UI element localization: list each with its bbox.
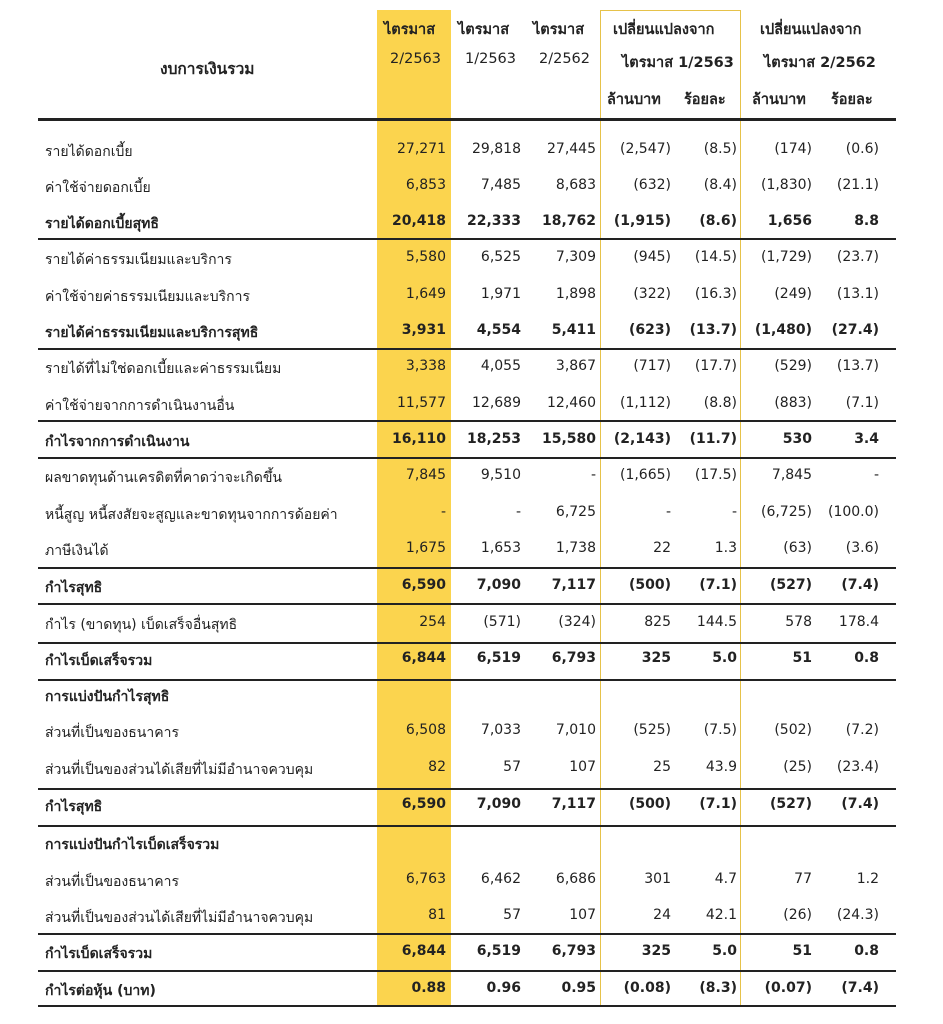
cell-chg1-amount: (2,143) bbox=[613, 431, 671, 447]
cell-chg2-pct: 1.2 bbox=[856, 871, 879, 887]
row-label: ผลขาดทุนด้านเครดิตที่คาดว่าจะเกิดขึ้น bbox=[45, 470, 282, 486]
cell-q2-2562: 107 bbox=[569, 907, 596, 923]
cell-q1-2563: (571) bbox=[483, 614, 521, 630]
cell-chg2-amount: (63) bbox=[783, 540, 812, 556]
row-label: กำไรเบ็ดเสร็จรวม bbox=[45, 653, 153, 669]
cell-q2-2562: 1,898 bbox=[555, 286, 596, 302]
cell-q2-2563: 254 bbox=[419, 614, 446, 630]
cell-q1-2563: 22,333 bbox=[466, 213, 521, 229]
cell-chg2-amount: (1,830) bbox=[760, 177, 812, 193]
cell-q1-2563: 12,689 bbox=[472, 395, 521, 411]
cell-chg2-amount: (26) bbox=[783, 907, 812, 923]
cell-q2-2563: 20,418 bbox=[391, 213, 446, 229]
row-label: รายได้ดอกเบี้ยสุทธิ bbox=[45, 216, 159, 232]
cell-chg1-pct: (14.5) bbox=[694, 249, 737, 265]
cell-q2-2563: 1,649 bbox=[405, 286, 446, 302]
row-label: ภาษีเงินได้ bbox=[45, 543, 109, 559]
cell-chg2-pct: (7.4) bbox=[841, 980, 879, 996]
cell-chg2-amount: (883) bbox=[774, 395, 812, 411]
row-label: รายได้ที่ไม่ใช่ดอกเบี้ยและค่าธรรมเนียม bbox=[45, 361, 282, 377]
cell-chg2-pct: - bbox=[873, 467, 879, 483]
cell-chg1-amount: (500) bbox=[628, 577, 671, 593]
row-label: รายได้ค่าธรรมเนียมและบริการ bbox=[45, 252, 232, 268]
cell-q1-2563: 57 bbox=[503, 907, 521, 923]
cell-chg2-pct: (7.1) bbox=[845, 395, 879, 411]
cell-q1-2563: 9,510 bbox=[480, 467, 521, 483]
cell-q2-2563: 3,338 bbox=[405, 358, 446, 374]
row-label: การแบ่งปันกำไรสุทธิ bbox=[45, 689, 170, 705]
cell-q1-2563: 29,818 bbox=[472, 141, 521, 157]
cell-chg2-amount: (1,480) bbox=[754, 322, 812, 338]
cell-chg2-pct: (13.1) bbox=[836, 286, 879, 302]
cell-q2-2563: 5,580 bbox=[405, 249, 446, 265]
row-label: กำไรต่อหุ้น (บาท) bbox=[45, 983, 156, 999]
cell-chg1-amount: (717) bbox=[633, 358, 671, 374]
cell-q2-2562: 7,309 bbox=[555, 249, 596, 265]
col-head-q2-2563-top: ไตรมาส bbox=[384, 22, 436, 38]
cell-chg1-pct: (7.1) bbox=[699, 796, 737, 812]
cell-chg2-amount: (527) bbox=[769, 577, 812, 593]
cell-chg2-pct: (21.1) bbox=[836, 177, 879, 193]
chg1-pct: ร้อยละ bbox=[684, 92, 726, 108]
cell-q2-2562: 0.95 bbox=[561, 980, 596, 996]
cell-q2-2562: 107 bbox=[569, 759, 596, 775]
chg1-head-top: เปลี่ยนแปลงจาก bbox=[613, 22, 715, 38]
cell-chg2-amount: 7,845 bbox=[771, 467, 812, 483]
row-label: ส่วนที่เป็นของส่วนได้เสียที่ไม่มีอำนาจควบคุม bbox=[45, 910, 314, 926]
cell-q2-2563: 7,845 bbox=[405, 467, 446, 483]
cell-q1-2563: 6,525 bbox=[480, 249, 521, 265]
cell-q1-2563: 7,485 bbox=[480, 177, 521, 193]
cell-chg1-pct: 144.5 bbox=[696, 614, 737, 630]
cell-chg1-amount: (1,665) bbox=[619, 467, 671, 483]
cell-q1-2563: 6,462 bbox=[480, 871, 521, 887]
cell-chg1-amount: (525) bbox=[633, 722, 671, 738]
cell-chg1-pct: (16.3) bbox=[694, 286, 737, 302]
row-label: กำไรสุทธิ bbox=[45, 580, 103, 596]
cell-chg2-pct: (7.2) bbox=[845, 722, 879, 738]
col-head-q2-2562-top: ไตรมาส bbox=[533, 22, 585, 38]
cell-chg2-pct: 178.4 bbox=[838, 614, 879, 630]
cell-chg2-pct: (7.4) bbox=[841, 796, 879, 812]
cell-chg2-pct: (24.3) bbox=[836, 907, 879, 923]
chg2-pct: ร้อยละ bbox=[831, 92, 873, 108]
cell-q2-2562: 7,010 bbox=[555, 722, 596, 738]
cell-chg1-pct: 42.1 bbox=[705, 907, 737, 923]
cell-q2-2563: 81 bbox=[428, 907, 446, 923]
cell-q2-2563: 6,844 bbox=[401, 943, 446, 959]
cell-q2-2563: 16,110 bbox=[391, 431, 446, 447]
cell-chg2-pct: (100.0) bbox=[827, 504, 879, 520]
cell-chg1-amount: (500) bbox=[628, 796, 671, 812]
cell-chg2-amount: 77 bbox=[794, 871, 812, 887]
cell-chg1-pct: (8.6) bbox=[699, 213, 737, 229]
chg2-head-top: เปลี่ยนแปลงจาก bbox=[760, 22, 862, 38]
cell-chg1-amount: 825 bbox=[644, 614, 671, 630]
cell-chg2-pct: (27.4) bbox=[831, 322, 879, 338]
cell-chg1-pct: 43.9 bbox=[705, 759, 737, 775]
cell-chg2-pct: (3.6) bbox=[845, 540, 879, 556]
cell-q1-2563: 4,554 bbox=[476, 322, 521, 338]
cell-q2-2562: 1,738 bbox=[555, 540, 596, 556]
cell-chg2-amount: (6,725) bbox=[760, 504, 812, 520]
cell-q2-2563: 6,590 bbox=[401, 577, 446, 593]
row-label: กำไรสุทธิ bbox=[45, 799, 103, 815]
cell-chg2-amount: (527) bbox=[769, 796, 812, 812]
cell-chg1-amount: (1,915) bbox=[613, 213, 671, 229]
cell-chg2-amount: (249) bbox=[774, 286, 812, 302]
cell-chg1-amount: (2,547) bbox=[619, 141, 671, 157]
col-head-q2-2562-bottom: 2/2562 bbox=[539, 51, 591, 67]
cell-chg1-amount: 24 bbox=[653, 907, 671, 923]
chg1-unit: ล้านบาท bbox=[607, 92, 661, 108]
cell-chg2-amount: (174) bbox=[774, 141, 812, 157]
cell-chg1-amount: (0.08) bbox=[623, 980, 671, 996]
row-label: การแบ่งปันกำไรเบ็ดเสร็จรวม bbox=[45, 837, 220, 853]
cell-q2-2563: 11,577 bbox=[397, 395, 446, 411]
cell-chg1-pct: - bbox=[731, 504, 737, 520]
cell-chg2-amount: 51 bbox=[792, 650, 812, 666]
cell-q2-2562: 5,411 bbox=[551, 322, 596, 338]
col-head-q2-2563-bottom: 2/2563 bbox=[390, 51, 442, 67]
cell-q2-2563: 27,271 bbox=[397, 141, 446, 157]
cell-chg1-pct: 4.7 bbox=[714, 871, 737, 887]
cell-chg1-pct: 5.0 bbox=[712, 650, 737, 666]
cell-chg2-pct: 8.8 bbox=[854, 213, 879, 229]
cell-chg1-amount: (623) bbox=[628, 322, 671, 338]
cell-chg1-amount: (632) bbox=[633, 177, 671, 193]
cell-q1-2563: - bbox=[515, 504, 521, 520]
cell-chg2-pct: 0.8 bbox=[854, 943, 879, 959]
row-label: ค่าใช้จ่ายค่าธรรมเนียมและบริการ bbox=[45, 289, 251, 305]
cell-chg2-amount: 51 bbox=[792, 943, 812, 959]
cell-chg2-pct: (7.4) bbox=[841, 577, 879, 593]
cell-chg2-amount: (25) bbox=[783, 759, 812, 775]
col-head-q1-2563-bottom: 1/2563 bbox=[465, 51, 517, 67]
row-label: กำไรเบ็ดเสร็จรวม bbox=[45, 946, 153, 962]
cell-chg1-amount: 325 bbox=[641, 650, 671, 666]
cell-chg2-amount: (502) bbox=[774, 722, 812, 738]
chg2-unit: ล้านบาท bbox=[752, 92, 806, 108]
cell-chg2-pct: (23.4) bbox=[836, 759, 879, 775]
cell-chg1-pct: 1.3 bbox=[714, 540, 737, 556]
cell-chg1-amount: (945) bbox=[633, 249, 671, 265]
cell-chg2-amount: 530 bbox=[782, 431, 812, 447]
row-label: ส่วนที่เป็นของส่วนได้เสียที่ไม่มีอำนาจควบคุม bbox=[45, 762, 314, 778]
cell-q2-2563: 6,844 bbox=[401, 650, 446, 666]
cell-q2-2562: - bbox=[590, 467, 596, 483]
col-head-q1-2563-top: ไตรมาส bbox=[458, 22, 510, 38]
row-label: ค่าใช้จ่ายดอกเบี้ย bbox=[45, 180, 151, 196]
table-title: งบการเงินรวม bbox=[160, 60, 255, 78]
cell-chg1-pct: (13.7) bbox=[689, 322, 737, 338]
cell-q2-2563: - bbox=[440, 504, 446, 520]
cell-q1-2563: 57 bbox=[503, 759, 521, 775]
cell-q2-2562: 8,683 bbox=[555, 177, 596, 193]
cell-chg2-pct: 0.8 bbox=[854, 650, 879, 666]
cell-q2-2562: 6,725 bbox=[555, 504, 596, 520]
cell-chg2-amount: (529) bbox=[774, 358, 812, 374]
cell-chg1-pct: (8.4) bbox=[703, 177, 737, 193]
row-label: ส่วนที่เป็นของธนาคาร bbox=[45, 874, 179, 890]
financial-table bbox=[40, 0, 900, 1024]
row-label: กำไร (ขาดทุน) เบ็ดเสร็จอื่นสุทธิ bbox=[45, 617, 238, 633]
cell-chg1-amount: 301 bbox=[644, 871, 671, 887]
cell-q1-2563: 18,253 bbox=[466, 431, 521, 447]
cell-q2-2563: 1,675 bbox=[405, 540, 446, 556]
row-label: ส่วนที่เป็นของธนาคาร bbox=[45, 725, 179, 741]
cell-q1-2563: 1,971 bbox=[480, 286, 521, 302]
cell-chg2-amount: (0.07) bbox=[764, 980, 812, 996]
cell-q2-2562: 6,793 bbox=[551, 943, 596, 959]
cell-q2-2562: 7,117 bbox=[551, 796, 596, 812]
cell-chg1-amount: (322) bbox=[633, 286, 671, 302]
cell-chg1-amount: - bbox=[665, 504, 671, 520]
cell-chg1-pct: (11.7) bbox=[689, 431, 737, 447]
cell-q2-2562: (324) bbox=[558, 614, 596, 630]
cell-q1-2563: 0.96 bbox=[486, 980, 521, 996]
cell-q2-2562: 18,762 bbox=[541, 213, 596, 229]
cell-chg2-pct: (23.7) bbox=[836, 249, 879, 265]
row-label: ค่าใช้จ่ายจากการดำเนินงานอื่น bbox=[45, 398, 235, 414]
row-label: รายได้ดอกเบี้ย bbox=[45, 144, 133, 160]
cell-q2-2563: 3,931 bbox=[401, 322, 446, 338]
cell-q2-2562: 6,793 bbox=[551, 650, 596, 666]
cell-q2-2562: 7,117 bbox=[551, 577, 596, 593]
cell-q1-2563: 6,519 bbox=[476, 943, 521, 959]
cell-chg1-pct: 5.0 bbox=[712, 943, 737, 959]
cell-q1-2563: 7,090 bbox=[476, 796, 521, 812]
chg2-head-mid: ไตรมาส 2/2562 bbox=[764, 55, 876, 71]
cell-q1-2563: 6,519 bbox=[476, 650, 521, 666]
row-label: หนี้สูญ หนี้สงสัยจะสูญและขาดทุนจากการด้อยค่า bbox=[45, 507, 338, 523]
cell-q2-2563: 6,590 bbox=[401, 796, 446, 812]
cell-chg1-amount: 25 bbox=[653, 759, 671, 775]
cell-chg1-pct: (8.8) bbox=[703, 395, 737, 411]
cell-q1-2563: 7,090 bbox=[476, 577, 521, 593]
cell-chg1-pct: (7.1) bbox=[699, 577, 737, 593]
cell-q2-2562: 15,580 bbox=[541, 431, 596, 447]
row-label: รายได้ค่าธรรมเนียมและบริการสุทธิ bbox=[45, 325, 259, 341]
cell-q2-2563: 6,508 bbox=[405, 722, 446, 738]
cell-q2-2562: 12,460 bbox=[547, 395, 596, 411]
cell-q2-2562: 6,686 bbox=[555, 871, 596, 887]
cell-chg2-pct: (0.6) bbox=[845, 141, 879, 157]
cell-q2-2563: 82 bbox=[428, 759, 446, 775]
row-label: กำไรจากการดำเนินงาน bbox=[45, 434, 190, 450]
cell-q1-2563: 7,033 bbox=[480, 722, 521, 738]
cell-q2-2563: 6,853 bbox=[405, 177, 446, 193]
cell-chg1-amount: (1,112) bbox=[619, 395, 671, 411]
cell-chg1-amount: 325 bbox=[641, 943, 671, 959]
cell-q2-2562: 27,445 bbox=[547, 141, 596, 157]
chg1-head-mid: ไตรมาส 1/2563 bbox=[622, 55, 734, 71]
cell-chg1-pct: (8.3) bbox=[699, 980, 737, 996]
cell-q2-2563: 6,763 bbox=[405, 871, 446, 887]
cell-chg2-amount: (1,729) bbox=[760, 249, 812, 265]
cell-chg2-amount: 578 bbox=[785, 614, 812, 630]
cell-chg1-pct: (7.5) bbox=[703, 722, 737, 738]
cell-chg1-pct: (17.7) bbox=[694, 358, 737, 374]
cell-q2-2562: 3,867 bbox=[555, 358, 596, 374]
cell-q1-2563: 4,055 bbox=[480, 358, 521, 374]
cell-q1-2563: 1,653 bbox=[480, 540, 521, 556]
cell-chg2-amount: 1,656 bbox=[767, 213, 812, 229]
cell-chg1-pct: (8.5) bbox=[703, 141, 737, 157]
cell-chg2-pct: (13.7) bbox=[836, 358, 879, 374]
cell-q2-2563: 0.88 bbox=[411, 980, 446, 996]
cell-chg1-pct: (17.5) bbox=[694, 467, 737, 483]
cell-chg1-amount: 22 bbox=[653, 540, 671, 556]
cell-chg2-pct: 3.4 bbox=[854, 431, 879, 447]
